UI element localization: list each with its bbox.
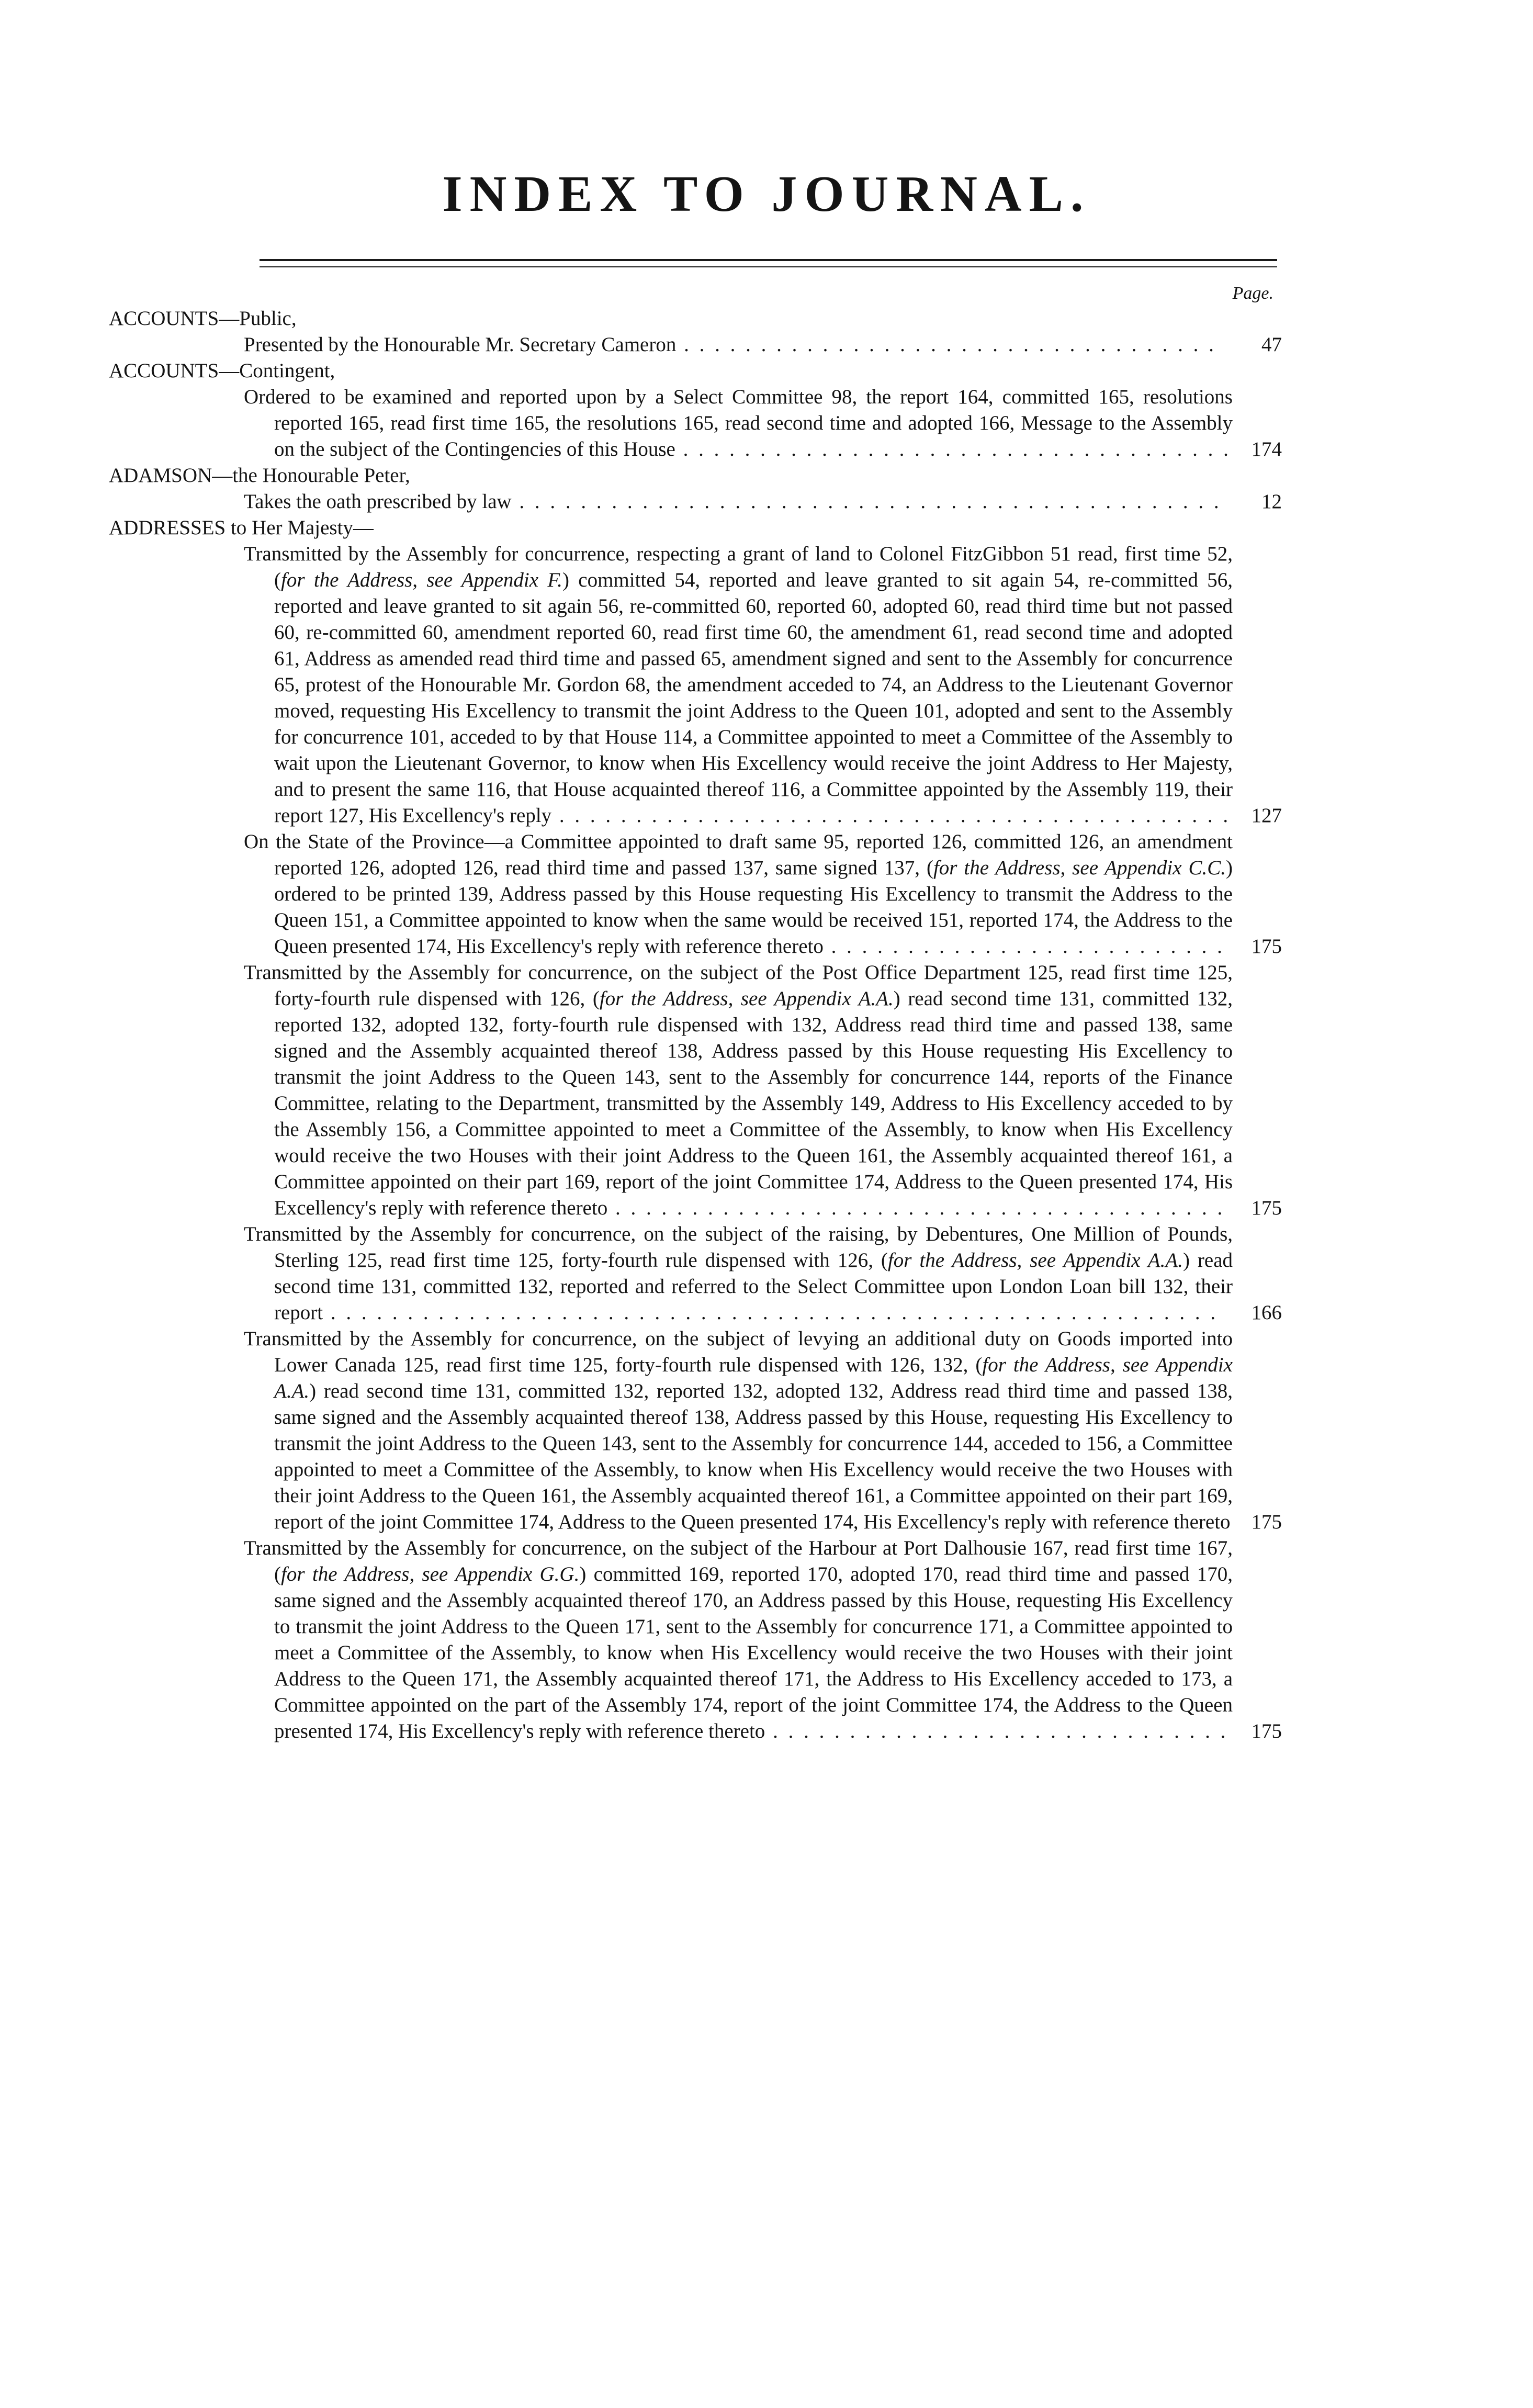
dot-leader: . . . . . . . . . . . . . . . . . . . . . . . . . . . . . . . . . . . . . . . . . . . . . . — [511, 490, 1222, 513]
page-number: 47 — [1261, 333, 1282, 356]
entry-text: On the State of the Province—a Committee appointed to draft same 95, reported 126, committed 126, an amendment reported 126, adopted 126, read third time and passed 137, same signed 137, (for the Address, see Appendix C.C.) ordered to be printed 139, Address passed by this House requesting His Excellency to transmit the Address to the Queen 151, a Committee appointed to know when the same would be received 151, reported 174, the Address to the Queen presented 174, His Excellency's reply with reference thereto — [244, 830, 1233, 958]
index-heading: ADDRESSES to Her Majesty— — [109, 516, 374, 539]
dot-leader: . . . . . . . . . . . . . . . . . . . . . . . . . . . . . . . . . . . . . . . . — [607, 1197, 1225, 1219]
page-number: 174 — [1251, 438, 1282, 460]
index-entry — [244, 541, 1282, 829]
page-number: 127 — [1251, 804, 1282, 827]
page-title: INDEX TO JOURNAL. — [442, 166, 1091, 222]
page-number: 175 — [1251, 1720, 1282, 1742]
dot-leader: . . . . . . . . . . . . . . . . . . . . . . . . . . . . . . . . . . . . . . . . . . . . — [551, 804, 1231, 827]
entry-text: Takes the oath prescribed by law — [244, 490, 512, 513]
title-rule-thin — [260, 266, 1277, 267]
index-entry — [244, 384, 1282, 463]
index-entry — [244, 960, 1282, 1221]
page-number: 175 — [1251, 935, 1282, 958]
index-heading: ADAMSON—the Honourable Peter, — [109, 464, 410, 487]
index-list — [109, 306, 1282, 1745]
entry-text: Transmitted by the Assembly for concurrence, on the subject of the Post Office Department 125, read first time 125, forty-fourth rule dispensed with 126, (for the Address, see Appendix A.A.) read second time 131, committed 132, reported 132, adopted 132, forty-fourth rule dispensed with 132, Address read third time and passed 138, same signed and the Assembly acquainted thereof 138, Address passed by this House requesting His Excellency to transmit the joint Address to the Queen 143, sent to the Assembly for concurrence 144, reports of the Finance Committee, relating to the Department, transmitted by the Assembly 149, Address to His Excellency acceded to by the Assembly 156, a Committee appointed to meet a Committee of the Assembly, to know when His Excellency would receive the two Houses with their joint Address to the Queen 161, the Assembly acquainted thereof 161, a Committee appointed on their part 169, report of the joint Committee 174, Address to the Queen presented 174, His Excellency's reply with reference thereto — [244, 961, 1233, 1219]
entry-text: Transmitted by the Assembly for concurrence, respecting a grant of land to Colonel FitzGibbon 51 read, first time 52, (for the Address, see Appendix F.) committed 54, reported and leave granted to sit again 54, re-committed 56, reported and leave granted to sit again 56, re-committed 60, reported 60, adopted 60, read third time but not passed 60, re-committed 60, amendment reported 60, read first time 60, the amendment 61, read second time and adopted 61, Address as amended read third time and passed 65, amendment signed and sent to the Assembly for concurrence 65, protest of the Honourable Mr. Gordon 68, the amendment acceded to 74, an Address to the Lieutenant Governor moved, requesting His Excellency to transmit the joint Address to the Queen 101, adopted and sent to the Assembly for concurrence 101, acceded to by that House 114, a Committee appointed to meet a Committee of the Assembly to wait upon the Lieutenant Governor, to know when His Excellency would receive the joint Address to Her Majesty, and to present the same 116, that House acquainted thereof 116, a Committee appointed by the Assembly 119, their report 127, His Excellency's reply — [244, 543, 1233, 827]
entry-text: Transmitted by the Assembly for concurrence, on the subject of the raising, by Debentures, One Million of Pounds, Sterling 125, read first time 125, forty-fourth rule dispensed with 126, (for the Address, see Appendix A.A.) read second time 131, committed 132, reported and referred to the Select Committee upon London Loan bill 132, their report — [244, 1223, 1233, 1324]
page-number: 12 — [1261, 490, 1282, 513]
dot-leader: . . . . . . . . . . . . . . . . . . . . . . . . . . . . . . — [765, 1720, 1228, 1742]
index-entry — [244, 1326, 1282, 1535]
page-number: 166 — [1251, 1301, 1282, 1324]
dot-leader: . . . . . . . . . . . . . . . . . . . . . . . . . . — [823, 935, 1225, 958]
index-entry — [244, 1535, 1282, 1745]
page-column-label: Page. — [1232, 284, 1273, 303]
entry-text: Transmitted by the Assembly for concurrence, on the subject of the Harbour at Port Dalhousie 167, read first time 167, (for the Address, see Appendix G.G.) committed 169, reported 170, adopted 170, read third time and passed 170, same signed and the Assembly acquainted thereof 170, an Address passed by this House, requesting His Excellency to transmit the joint Address to the Queen 171, sent to the Assembly for concurrence 171, a Committee appointed to meet a Committee of the Assembly, to know when His Excellency would receive the two Houses with their joint Address to the Queen 171, the Assembly acquainted thereof 171, the Address to His Excellency acceded to 173, a Committee appointed on the part of the Assembly 174, report of the joint Committee 174, the Address to the Queen presented 174, His Excellency's reply with reference thereto — [244, 1537, 1233, 1742]
entry-text: Presented by the Honourable Mr. Secretary Cameron — [244, 333, 677, 356]
index-entry — [244, 829, 1282, 960]
index-heading: ACCOUNTS—Public, — [109, 307, 297, 330]
index-heading: ACCOUNTS—Contingent, — [109, 359, 335, 382]
page-number: 175 — [1251, 1511, 1282, 1533]
page-number: 175 — [1251, 1197, 1282, 1219]
dot-leader: . . . . . . . . . . . . . . . . . . . . . . . . . . . . . . . . . . . — [676, 333, 1216, 356]
index-entry — [244, 332, 1282, 358]
dot-leader: . . . . . . . . . . . . . . . . . . . . . . . . . . . . . . . . . . . . . . . . . . . . . . . . . . . . . . . . . . — [323, 1301, 1219, 1324]
entry-text: Ordered to be examined and reported upon by a Select Committee 98, the report 164, committed 165, resolutions reported 165, read first time 165, the resolutions 165, read second time and adopted 166, Message to the Assembly on the subject of the Contingencies of this House — [244, 386, 1233, 460]
index-entry — [244, 1221, 1282, 1326]
dot-leader: . . . . . . . . . . . . . . . . . . . . . . . . . . . . . . . . . . . . — [675, 438, 1231, 460]
index-entry — [244, 489, 1282, 515]
entry-text: Transmitted by the Assembly for concurrence, on the subject of levying an additional duty on Goods imported into Lower Canada 125, read first time 125, forty-fourth rule dispensed with 126, 132, (for the Address, see Appendix A.A.) read second time 131, committed 132, reported 132, adopted 132, Address read third time and passed 138, same signed and the Assembly acquainted thereof 138, Address passed by this House, requesting His Excellency to transmit the joint Address to the Queen 143, sent to the Assembly for concurrence 144, acceded to 156, a Committee appointed to meet a Committee of the Assembly, to know when His Excellency would receive the two Houses with their joint Address to the Queen 161, the Assembly acquainted thereof 161, a Committee appointed on their part 169, report of the joint Committee 174, Address to the Queen presented 174, His Excellency's reply with reference thereto — [244, 1327, 1233, 1533]
title-rule-thick — [260, 259, 1277, 261]
